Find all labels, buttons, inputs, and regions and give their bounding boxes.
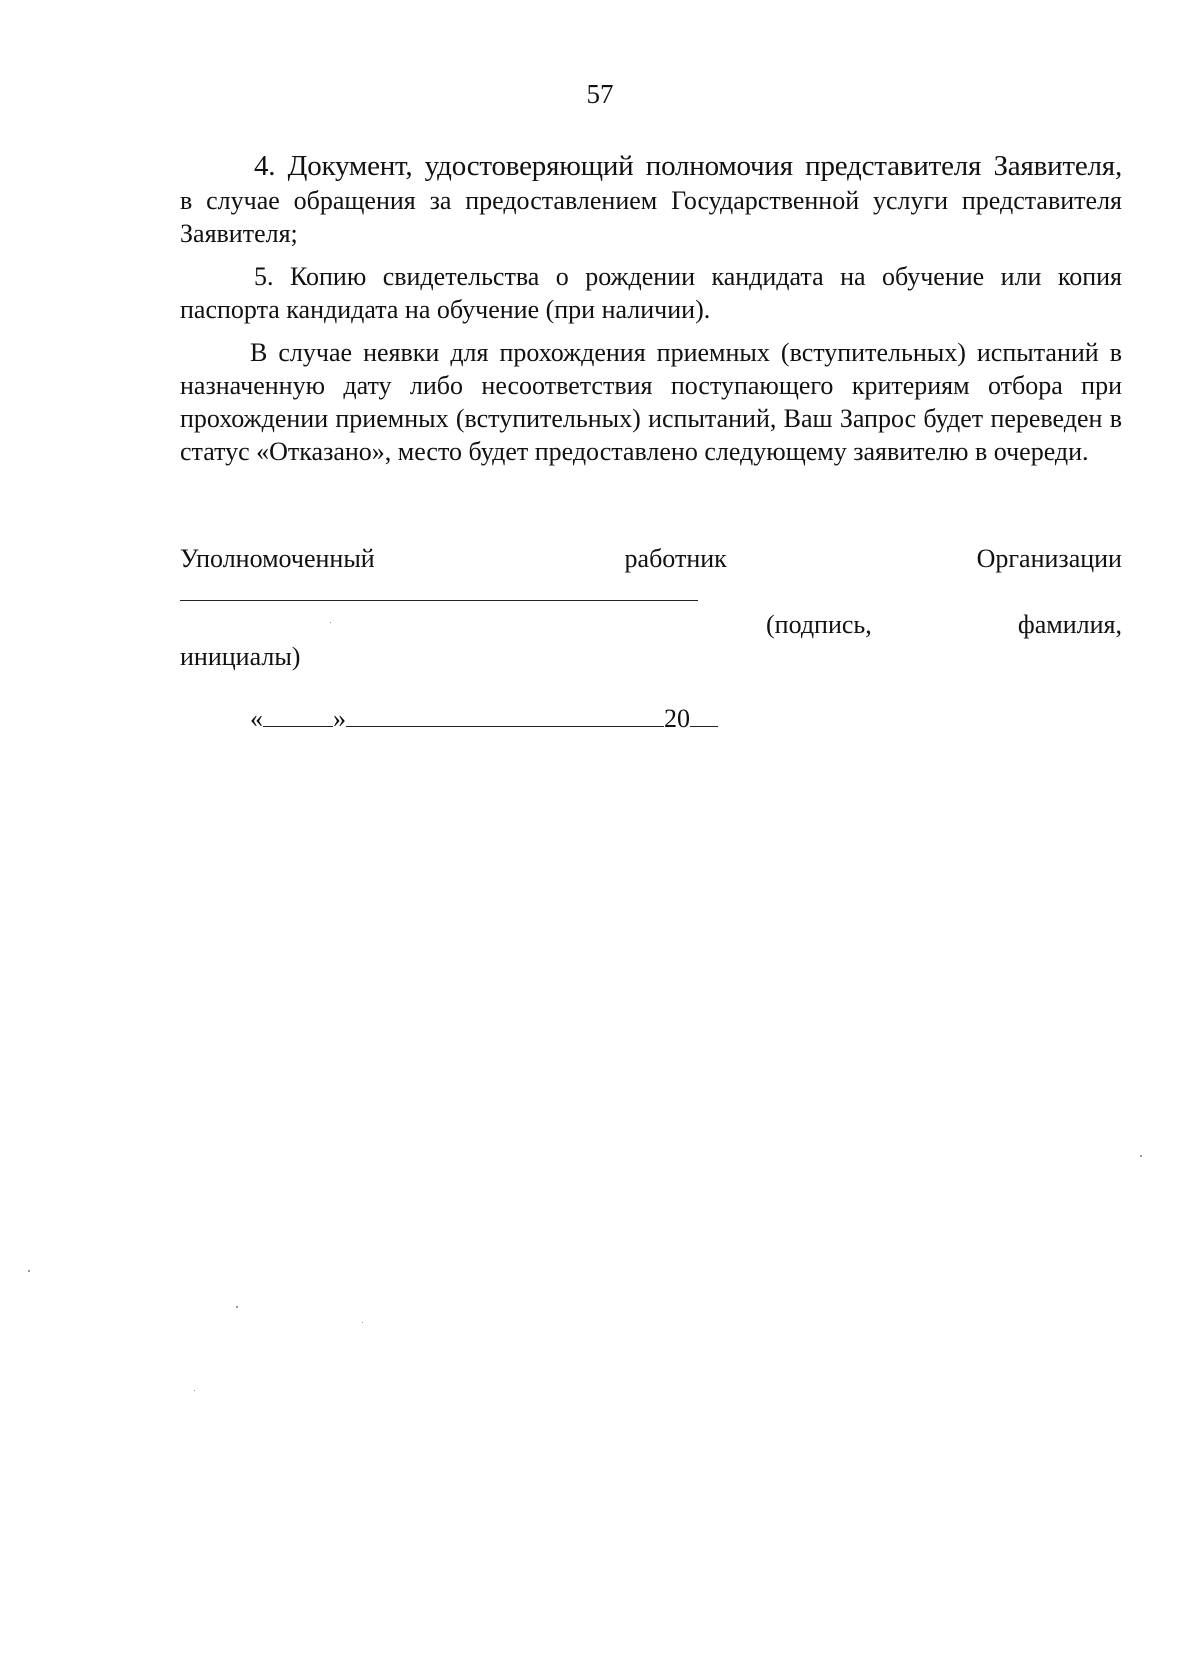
scan-speck — [236, 1306, 238, 1308]
refusal-text: В случае неявки для прохождения приемных (вступительных) испытаний в назначенную дату либо несоответствия поступающего критериям отбора при прохождении приемных (вступительных) испытаний, Ваш Запрос будет переведен в статус «Отказано», место будет предоставлено следующему заявителю в очереди. — [180, 338, 1122, 466]
signature-word-employee: работник — [624, 544, 727, 573]
list-item-5 — [180, 260, 1122, 326]
item-4-continuation: в случае обращения за предоставлением Государственной услуги представителя Заявителя; — [180, 186, 1122, 248]
page-number: 57 — [586, 79, 614, 109]
date-close-quote: » — [333, 704, 346, 733]
item-4-first-line: 4. Документ, удостоверяющий полномочия представителя Заявителя, — [254, 150, 1122, 182]
scan-speck — [362, 1322, 363, 1323]
signature-line — [180, 600, 698, 601]
scan-speck — [28, 1270, 30, 1272]
item-5-text: 5. Копию свидетельства о рождении кандидата на обучение или копия паспорта кандидата на обучение (при наличии). — [180, 262, 1122, 324]
date-year-blank — [690, 702, 718, 727]
signature-word-organization: Организации — [976, 544, 1122, 573]
date-field — [250, 702, 718, 735]
signature-caption — [766, 608, 1122, 641]
scan-speck — [194, 1390, 195, 1391]
date-year-prefix: 20 — [664, 704, 690, 733]
date-open-quote: « — [250, 704, 263, 733]
caption-initials: инициалы) — [180, 642, 301, 671]
caption-surname: фамилия, — [1017, 610, 1122, 639]
date-day-blank — [263, 702, 333, 727]
caption-signature: (подпись, — [766, 610, 872, 639]
date-month-blank — [346, 702, 664, 727]
scan-speck — [330, 622, 331, 623]
list-item-4 — [180, 148, 1122, 250]
signature-label-row — [180, 542, 1122, 575]
refusal-paragraph — [180, 336, 1122, 468]
scan-speck — [1140, 1155, 1142, 1157]
signature-word-authorized: Уполномоченный — [180, 544, 375, 573]
